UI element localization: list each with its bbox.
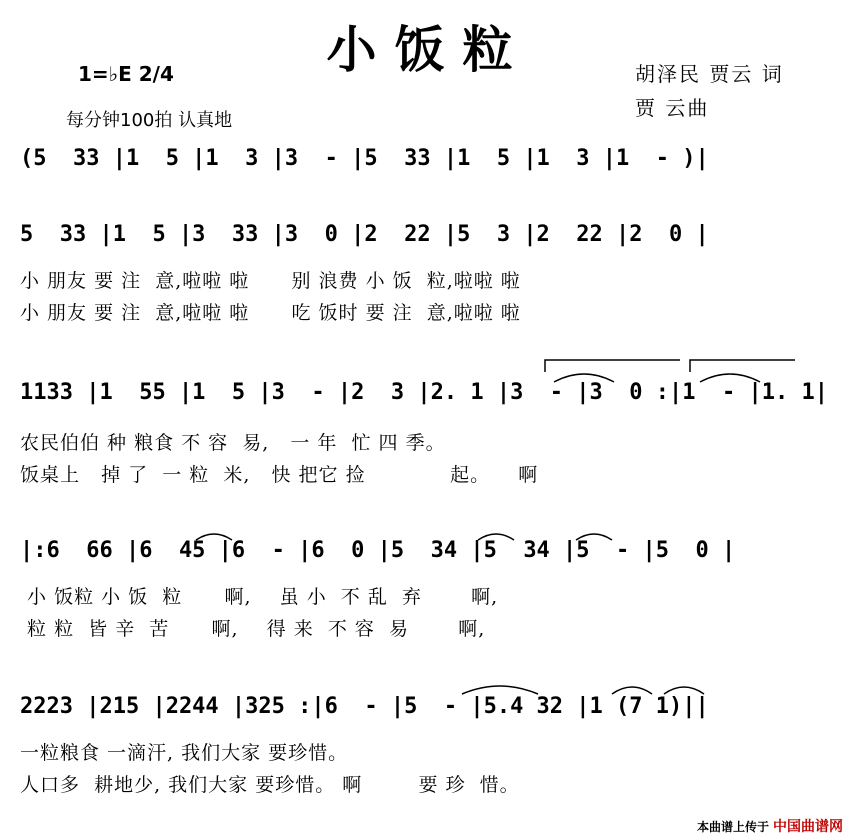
tempo-marking: 每分钟100拍 认真地 xyxy=(66,110,233,131)
second-ending-bracket xyxy=(690,360,795,372)
notation-line: |:6 66 |6 45 |6 - |6 0 |5 34 |5 34 |5 - |5 0 | xyxy=(20,538,736,563)
first-ending-bracket xyxy=(545,360,680,372)
notation-line: 2223 |215 |2244 |325 :|6 - |5 - |5.4 32 |1 (7 1)|| xyxy=(20,694,709,719)
upload-text: 本曲谱上传于 xyxy=(696,820,769,834)
slur-mark xyxy=(612,687,652,694)
slur-mark xyxy=(554,374,614,382)
notation-line: 5 33 |1 5 |3 33 |3 0 |2 22 |5 3 |2 22 |2 0 | xyxy=(20,222,709,247)
source-footer xyxy=(697,816,843,836)
slur-mark xyxy=(576,534,612,540)
slur-mark xyxy=(196,534,232,540)
composer-credit: 贾 云曲 xyxy=(635,96,710,120)
lyric-line: 一粒粮食 一滴汗, 我们大家 要珍惜。 xyxy=(20,742,349,764)
slur-mark xyxy=(664,687,704,694)
page-title: 小饭粒 xyxy=(326,21,531,79)
lyricist-credit: 胡泽民 贾云 词 xyxy=(635,62,784,86)
tie-mark xyxy=(462,686,538,694)
lyric-line: 小 朋友 要 注 意,啦啦 啦 别 浪费 小 饭 粒,啦啦 啦 xyxy=(20,270,521,292)
lyric-line: 小 饭粒 小 饭 粒 啊, 虽 小 不 乱 弃 啊, xyxy=(20,586,499,608)
slur-mark xyxy=(700,374,760,382)
slur-mark xyxy=(478,534,514,540)
lyric-line: 粒 粒 皆 辛 苦 啊, 得 来 不 容 易 啊, xyxy=(20,618,486,640)
notation-line: (5 33 |1 5 |1 3 |3 - |5 33 |1 5 |1 3 |1 - )| xyxy=(20,146,709,171)
site-logo[interactable]: 中国曲谱网 xyxy=(773,818,843,834)
notation-line: 1133 |1 55 |1 5 |3 - |2 3 |2. 1 |3 - |3 0 :|1 - |1. 1| xyxy=(20,380,828,405)
lyric-line: 农民伯伯 种 粮食 不 容 易, 一 年 忙 四 季。 xyxy=(20,432,446,454)
lyric-line: 饭桌上 掉 了 一 粒 米, 快 把它 捡 起。 啊 xyxy=(20,464,539,486)
key-signature: 1=♭E 2/4 xyxy=(78,62,174,86)
lyric-line: 人口多 耕地少, 我们大家 要珍惜。 啊 要 珍 惜。 xyxy=(20,774,520,796)
lyric-line: 小 朋友 要 注 意,啦啦 啦 吃 饭时 要 注 意,啦啦 啦 xyxy=(20,302,521,324)
